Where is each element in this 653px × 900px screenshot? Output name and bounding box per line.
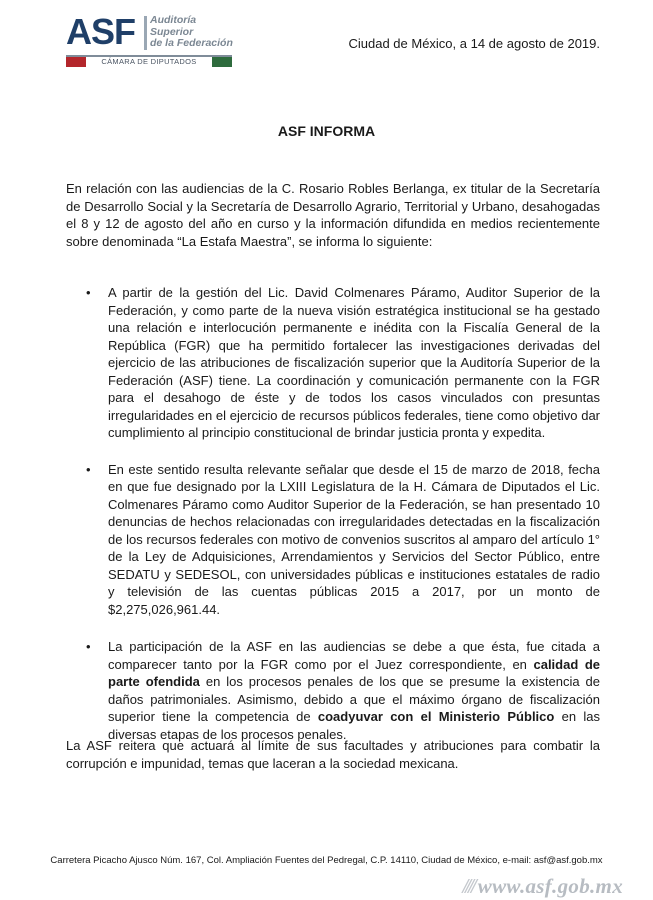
asf-logo: [66, 12, 234, 70]
logo-name: [150, 15, 233, 50]
bullet-text-part: en los procesos penales de los que se presume la existencia de daños patrimoniales. Asimismo, debido a que el máximo órgano de fiscalización superior tiene la competencia de: [108, 674, 600, 724]
bold-phrase: calidad de parte ofendida: [108, 656, 601, 689]
bullet-list: [66, 284, 600, 759]
bullet-text: A partir de la gestión del Lic. David Colmenares Páramo, Auditor Superior de la Federación, y como parte de la nueva visión estratégica institucional se ha gestado una relación e interlocución permanente e inédita con la Fiscalía General de la República (FGR) que ha permitido fortalecer las investigaciones derivadas del ejercicio de las atribuciones de fiscalización superior que la Auditoría Superior de la Federación (ASF) tiene. La coordinación y comunicación permanente con la FGR para el desahogo de éste y de todos los casos vinculados con presuntas irregularidades en el ejercicio de recursos públicos federales, tiene como objetivo dar cumplimiento al principio constitucional de brindar justicia pronta y expedita.: [108, 285, 600, 440]
bullet-text: [108, 639, 600, 742]
intro-paragraph: En relación con las audiencias de la C. Rosario Robles Berlanga, ex titular de la Secretaría de Desarrollo Social y la Secretaría de Desarrollo Agrario, Territorial y Urbano, desahogadas el 8 y 12 de agosto del año en curso y la información difundida en medios recientemente sobre denominada “La Estafa Maestra”, se informa lo siguiente:: [66, 181, 600, 249]
list-item: [66, 284, 600, 442]
document-title: ASF INFORMA: [277, 123, 376, 139]
bullet-text-part: La participación de la ASF en las audiencias se debe a que ésta, fue citada a comparecer tanto por la FGR como por el Juez correspondiente, en: [108, 639, 600, 672]
bullet-text: En este sentido resulta relevante señalar que desde el 15 de marzo de 2018, fecha en que fue designado por la LXIII Legislatura de la H. Cámara de Diputados el Lic. Colmenares Páramo como Auditor Superior de la Federación, se han presentado 10 denuncias de hechos relacionadas con irregularidades detectadas en la fiscalización de los recursos federales con motivo de convenios suscritos al amparo del artículo 1° de la Ley de Adquisiciones, Arrendamientos y Servicios del Sector Público, entre SEDATU y SEDESOL, con universidades públicas e instituciones estatales de radio y televisión de las cuentas públicas 2015 a 2017, por un monto de $2,275,026,961.44.: [108, 461, 600, 617]
footer-address: Carretera Picacho Ajusco Núm. 167, Col. Ampliación Fuentes del Pedregal, C.P. 14110, Ciudad de México, e-mail: asf@asf.gob.mx: [50, 855, 603, 866]
logo-chamber: [66, 57, 232, 67]
diagonal-slashes-icon: ////: [462, 874, 474, 898]
bold-phrase: coadyuvar con el Ministerio Público: [317, 709, 555, 724]
flag-red-block: [66, 57, 86, 67]
bullet-text-part: en las diversas etapas de los procesos penales.: [108, 709, 600, 742]
bullet-dot-icon: •: [86, 285, 91, 300]
footer-website: [462, 874, 623, 899]
flag-green-block: [212, 57, 232, 67]
list-item: [66, 461, 600, 619]
bullet-dot-icon: •: [86, 639, 91, 654]
bullet-dot-icon: •: [86, 461, 91, 477]
logo-acronym: ASF: [66, 11, 135, 52]
website-link[interactable]: www.asf.gob.mx: [477, 874, 623, 898]
logo-line-1: Auditoría: [150, 14, 197, 26]
list-item: [66, 638, 600, 743]
logo-divider: [144, 16, 147, 50]
closing-paragraph: La ASF reitera que actuará al límite de sus facultades y atribuciones para combatir la corrupción e impunidad, temas que laceran a la sociedad mexicana.: [66, 738, 600, 771]
logo-line-2: Superior: [150, 25, 194, 38]
logo-chamber-text: CÁMARA DE DIPUTADOS: [101, 57, 197, 66]
document-date: Ciudad de México, a 14 de agosto de 2019.: [348, 36, 600, 51]
logo-line-3: de la Federación: [150, 37, 233, 49]
